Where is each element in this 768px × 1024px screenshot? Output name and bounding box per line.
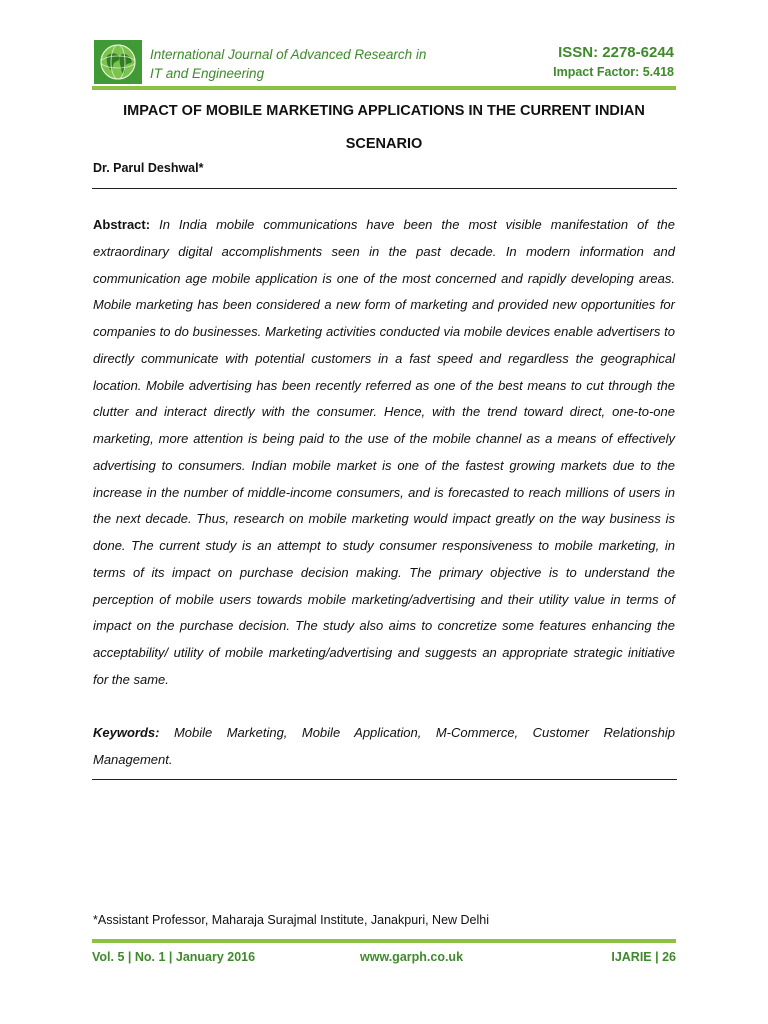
keywords-text: Mobile Marketing, Mobile Application, M-Commerce, Customer Relationship Management.: [93, 725, 676, 767]
footer-divider: [92, 939, 676, 943]
keywords-label: Keywords:: [93, 725, 160, 740]
footer-volume: Vol. 5 | No. 1 | January 2016: [92, 950, 256, 964]
journal-name: [150, 45, 426, 83]
journal-name-line1: International Journal of Advanced Research in: [150, 47, 427, 62]
header-divider: [92, 86, 676, 90]
impact-factor: Impact Factor: 5.418: [553, 65, 674, 79]
abstract-text: In India mobile communications have been the most visible manifestation of the extraordinary digital accomplishments seen in the past decade. In modern information and communication age mobile application is one of the most concerned and rapidly developing areas. Mobile marketing has been considered a new form of marketing and provided new opportunities for companies to do businesses. Marketing activities conducted via mobile devices enable advertisers to directly communicate with potential customers in a fast speed and regardless the geographical location. Mobile advertising has been recently referred as one of the best means to cut through the clutter and interact directly with the consumer. Hence, with the trend toward direct, one-to-one marketing, more attention is being paid to the use of the mobile channel as a means of effectively advertising to consumers. Indian mobile market is one of the fastest growing markets due to the increase in the number of middle-income consumers, and is forecasted to reach millions of users in the next decade. Thus, research on mobile marketing would impact greatly on the way business is done. The current study is an attempt to study consumer responsiveness to mobile marketing, in terms of its impact on purchase decision making. The primary objective is to understand the perception of mobile users towards mobile marketing/advertising and their utility value in terms of impact on the purchase decision. The study also aims to concretize some features enhancing the acceptability/ utility of mobile marketing/advertising and suggests an appropriate strategic initiative for the same.: [93, 217, 675, 687]
abstract-paragraph: [93, 212, 675, 694]
keywords-paragraph: [93, 720, 675, 774]
issn-number: ISSN: 2278-6244: [558, 44, 674, 61]
globe-logo-icon: [94, 40, 142, 84]
abstract-divider: [92, 779, 677, 780]
abstract-label: Abstract:: [93, 217, 151, 232]
paper-title: IMPACT OF MOBILE MARKETING APPLICATIONS IN THE CURRENT INDIAN SCENARIO: [123, 103, 645, 152]
author-affiliation-footnote: *Assistant Professor, Maharaja Surajmal Institute, Janakpuri, New Delhi: [93, 913, 490, 927]
journal-name-line2: IT and Engineering: [150, 66, 265, 81]
footer-page-number: IJARIE | 26: [611, 950, 676, 964]
footer-website-link[interactable]: www.garph.co.uk: [360, 950, 464, 964]
title-divider: [92, 188, 677, 189]
author-name: Dr. Parul Deshwal*: [93, 161, 204, 175]
